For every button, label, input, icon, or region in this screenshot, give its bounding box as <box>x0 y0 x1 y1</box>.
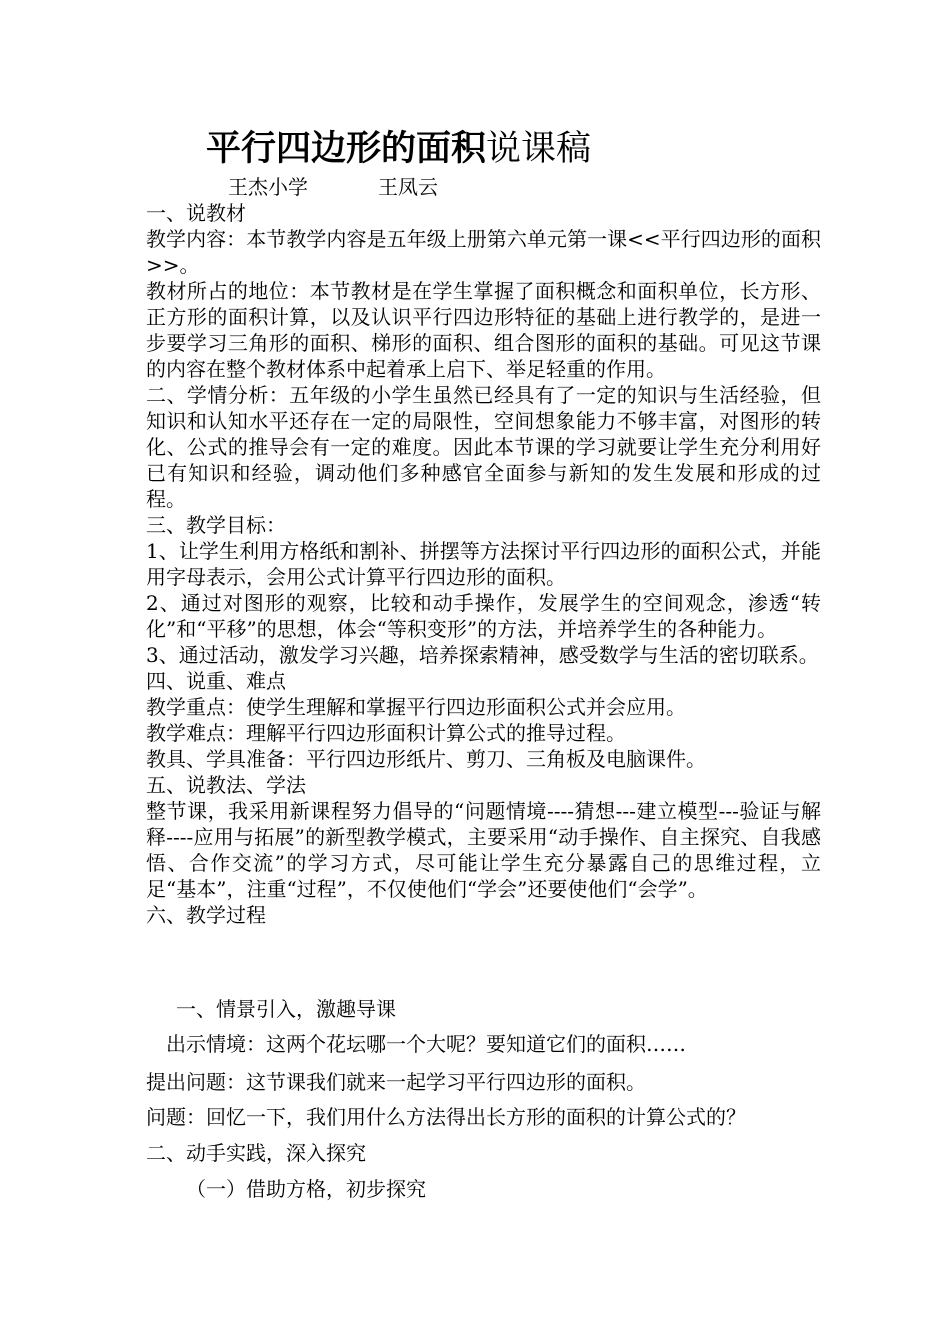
paragraph-learner-analysis: 二、学情分析：五年级的小学生虽然已经具有了一定的知识与生活经验，但知识和认知水平还存在一定的局限性，空间想象能力不够丰富，对图形的转化、公式的推导会有一定的难度。因此本节课的学习就要让学生充分利用好已有知识和经验，调动他们多种感官全面参与新知的发生发展和形成的过程。 <box>146 383 821 511</box>
section-heading-methods: 五、说教法、学法 <box>146 773 306 797</box>
school-name: 王杰小学 <box>228 175 308 199</box>
goal-1: 1、让学生利用方格纸和割补、拼摆等方法探讨平行四边形的面积公式，并能用字母表示，会用公式计算平行四边形的面积。 <box>146 539 821 589</box>
section-heading-key-points: 四、说重、难点 <box>146 669 286 693</box>
paragraph-materials: 教具、学具准备：平行四边形纸片、剪刀、三角板及电脑课件。 <box>146 747 706 771</box>
goal-3: 3、通过活动，激发学习兴趣，培养探索精神，感受数学与生活的密切联系。 <box>146 643 819 667</box>
document-title <box>206 126 591 172</box>
paragraph-difficulty: 教学难点：理解平行四边形面积计算公式的推导过程。 <box>146 721 626 745</box>
section-heading-goals: 三、教学目标： <box>146 513 286 537</box>
process-step-2: 二、动手实践，深入探究 <box>146 1141 366 1165</box>
process-step-1: 一、情景引入，激趣导课 <box>176 997 396 1021</box>
sub-step-1: （一）借助方格，初步探究 <box>186 1177 426 1201</box>
author-line <box>228 174 438 200</box>
paragraph-content: 教学内容：本节教学内容是五年级上册第六单元第一课<<平行四边形的面积>>。 <box>146 227 821 277</box>
title-main: 平行四边形的面积 <box>206 128 487 169</box>
question-line: 问题：回忆一下，我们用什么方法得出长方形的面积的计算公式的？ <box>146 1105 746 1129</box>
goal-2: 2、通过对图形的观察，比较和动手操作，发展学生的空间观念，渗透“转化”和“平移”的思想，体会“等积变形”的方法，并培养学生的各种能力。 <box>146 591 821 641</box>
section-heading-process: 六、教学过程 <box>146 903 266 927</box>
paragraph-key-point: 教学重点：使学生理解和掌握平行四边形面积公式并会应用。 <box>146 695 686 719</box>
raise-question-line: 提出问题：这节课我们就来一起学习平行四边形的面积。 <box>146 1070 646 1094</box>
paragraph-position: 教材所占的地位：本节教材是在学生掌握了面积概念和面积单位，长方形、正方形的面积计算，以及认识平行四边形特征的基础上进行教学的，是进一步要学习三角形的面积、梯形的面积、组合图形的面积的基础。可见这节课的内容在整个教材体系中起着承上启下、举足轻重的作用。 <box>146 279 821 381</box>
show-situation-line: 出示情境：这两个花坛哪一个大呢？要知道它们的面积…… <box>166 1032 686 1056</box>
section-heading-textbook: 一、说教材 <box>146 201 246 225</box>
title-suffix: 说课稿 <box>486 129 592 169</box>
document-body <box>146 200 821 928</box>
author-name: 王凤云 <box>378 175 438 199</box>
paragraph-methods: 整节课，我采用新课程努力倡导的“问题情境----猜想---建立模型---验证与解释----应用与拓展”的新型教学模式，主要采用“动手操作、自主探究、自我感悟、合作交流”的学习方式，尽可能让学生充分暴露自己的思维过程，立足“基本”，注重“过程”，不仅使他们“学会”还要使他们“会学”。 <box>146 799 821 901</box>
